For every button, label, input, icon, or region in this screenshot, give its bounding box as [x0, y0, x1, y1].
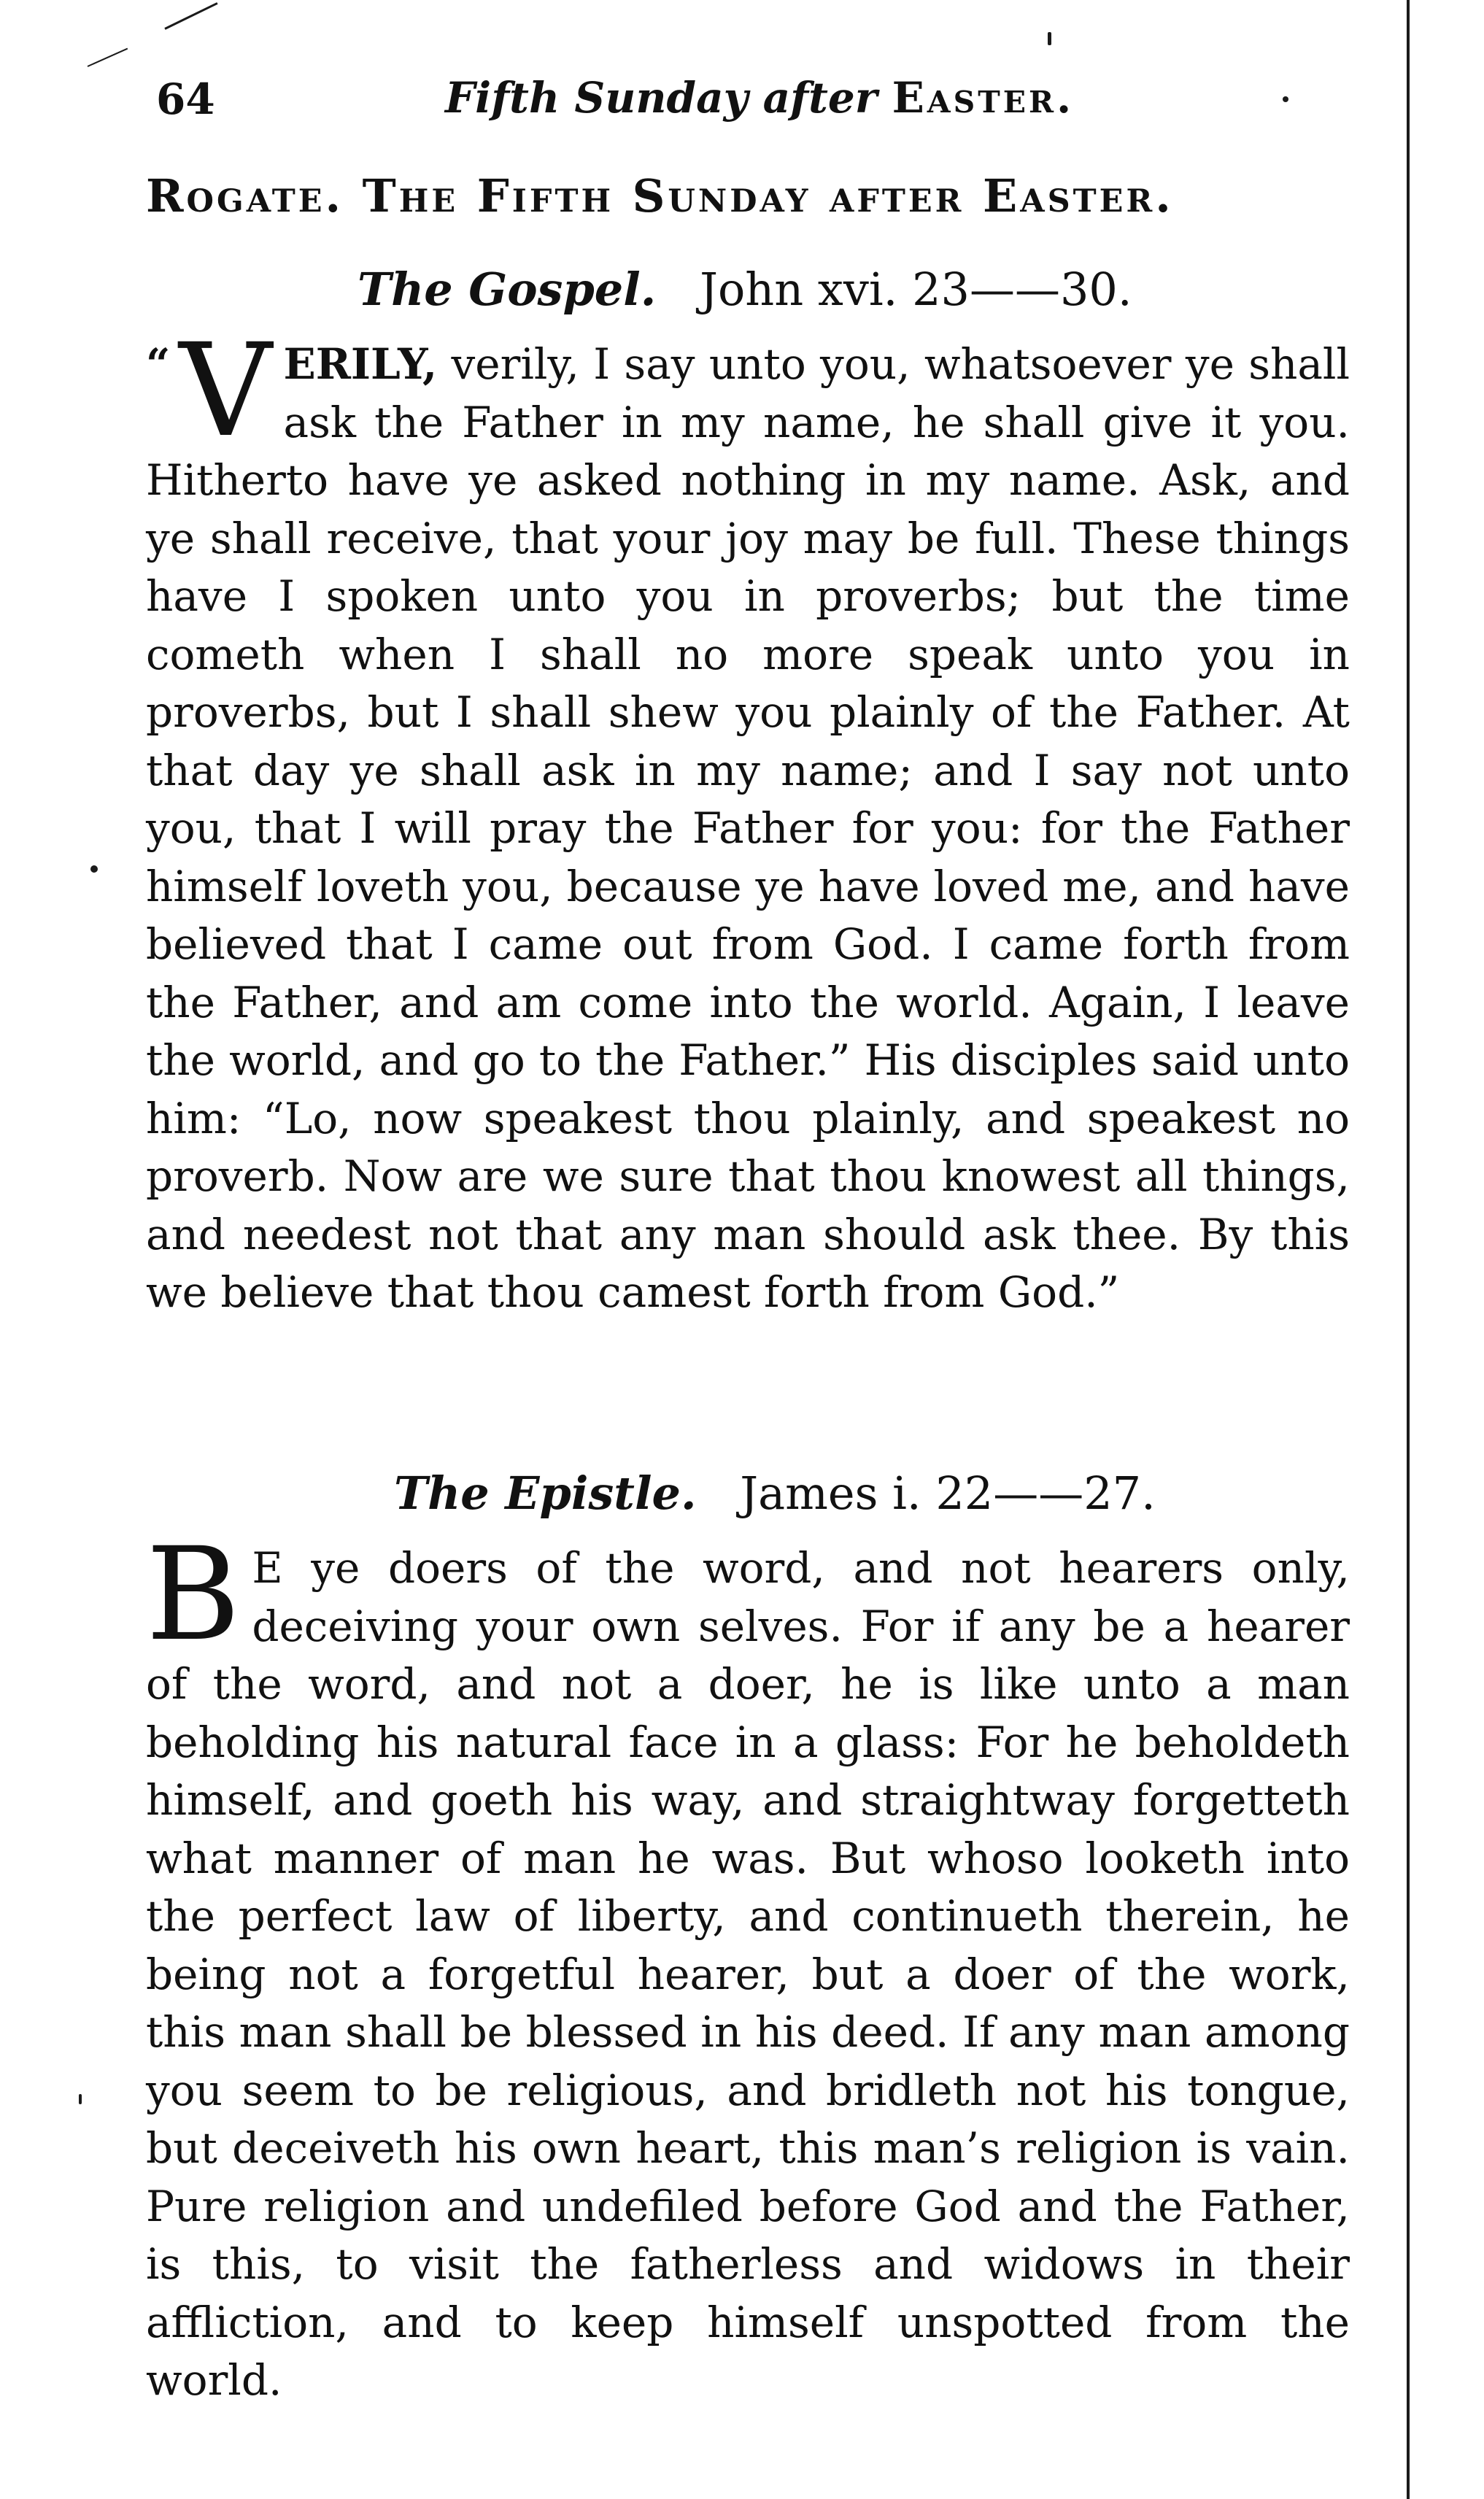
running-title-italic: Fifth Sunday after: [445, 73, 878, 123]
scan-speck: [1048, 32, 1051, 45]
gospel-dropcap: V: [179, 316, 272, 466]
gospel-lead-word: ERILY,: [283, 339, 438, 389]
gospel-body: verily, I say unto you, whatsoever ye shall ask the Father in my name, he shall give it you. Hitherto have ye asked nothing in my name. Ask, and ye shall receive, that your joy may be full. These things have I spoken unto you in proverbs; but the time cometh when I shall no more speak unto you in proverbs, but I shall shew you plainly of the Father. At that day ye shall ask in my name; and I say not unto you, that I will pray the Father for you: for the Father himself loveth you, because ye have loved me, and have believed that I came out from God. I came forth from the Father, and am come into the world. Again, I leave the world, and go to the Father.” His disciples said unto him: “Lo, now speakest thou plainly, and speakest no proverb. Now are we sure that thou knowest all things, and needest not that any man should ask thee. By this we believe that thou camest forth from God.”: [146, 339, 1350, 1317]
epistle-dropcap: B: [146, 1520, 241, 1669]
page-number: 64: [156, 74, 215, 124]
running-title: [445, 73, 1074, 123]
running-title-caps: Easter.: [892, 73, 1075, 123]
section-title: Rogate. The Fifth Sunday after Easter.: [146, 169, 1174, 223]
gospel-reference: John xvi. 23——30.: [700, 263, 1132, 316]
scan-speck: [79, 2094, 82, 2104]
epistle-text: [146, 1520, 1350, 2410]
epistle-body: E ye doers of the word, and not hearers only, deceiving your own selves. For if any be a hearer of the word, and not a doer, he is like unto a man beholding his natural face in a glass: For he beholdeth himself, and goeth his way, and straightway forgetteth what manner of man he was. But whoso looketh into the perfect law of liberty, and continueth therein, he being not a forgetful hearer, but a doer of the work, this man shall be blessed in his deed. If any man among you seem to be religious, and bridleth not his tongue, but deceiveth his own heart, this man’s religion is vain. Pure religion and undefiled before God and the Father, is this, to visit the fatherless and widows in their affliction, and to keep himself unspotted from the world.: [146, 1543, 1350, 2405]
page-edge-rule: [1407, 0, 1410, 2499]
scan-speck: [90, 865, 98, 873]
running-head: [146, 70, 1328, 136]
epistle-heading: [394, 1467, 1156, 1520]
gospel-heading: [358, 263, 1132, 316]
gospel-text: [146, 316, 1350, 1322]
epistle-reference: James i. 22——27.: [740, 1467, 1156, 1520]
scan-scratch-mark: [164, 2, 217, 30]
gospel-label: The Gospel.: [358, 263, 657, 316]
scan-scratch-mark: [88, 48, 128, 67]
gospel-open-quote: “: [146, 339, 171, 389]
epistle-label: The Epistle.: [394, 1467, 697, 1520]
